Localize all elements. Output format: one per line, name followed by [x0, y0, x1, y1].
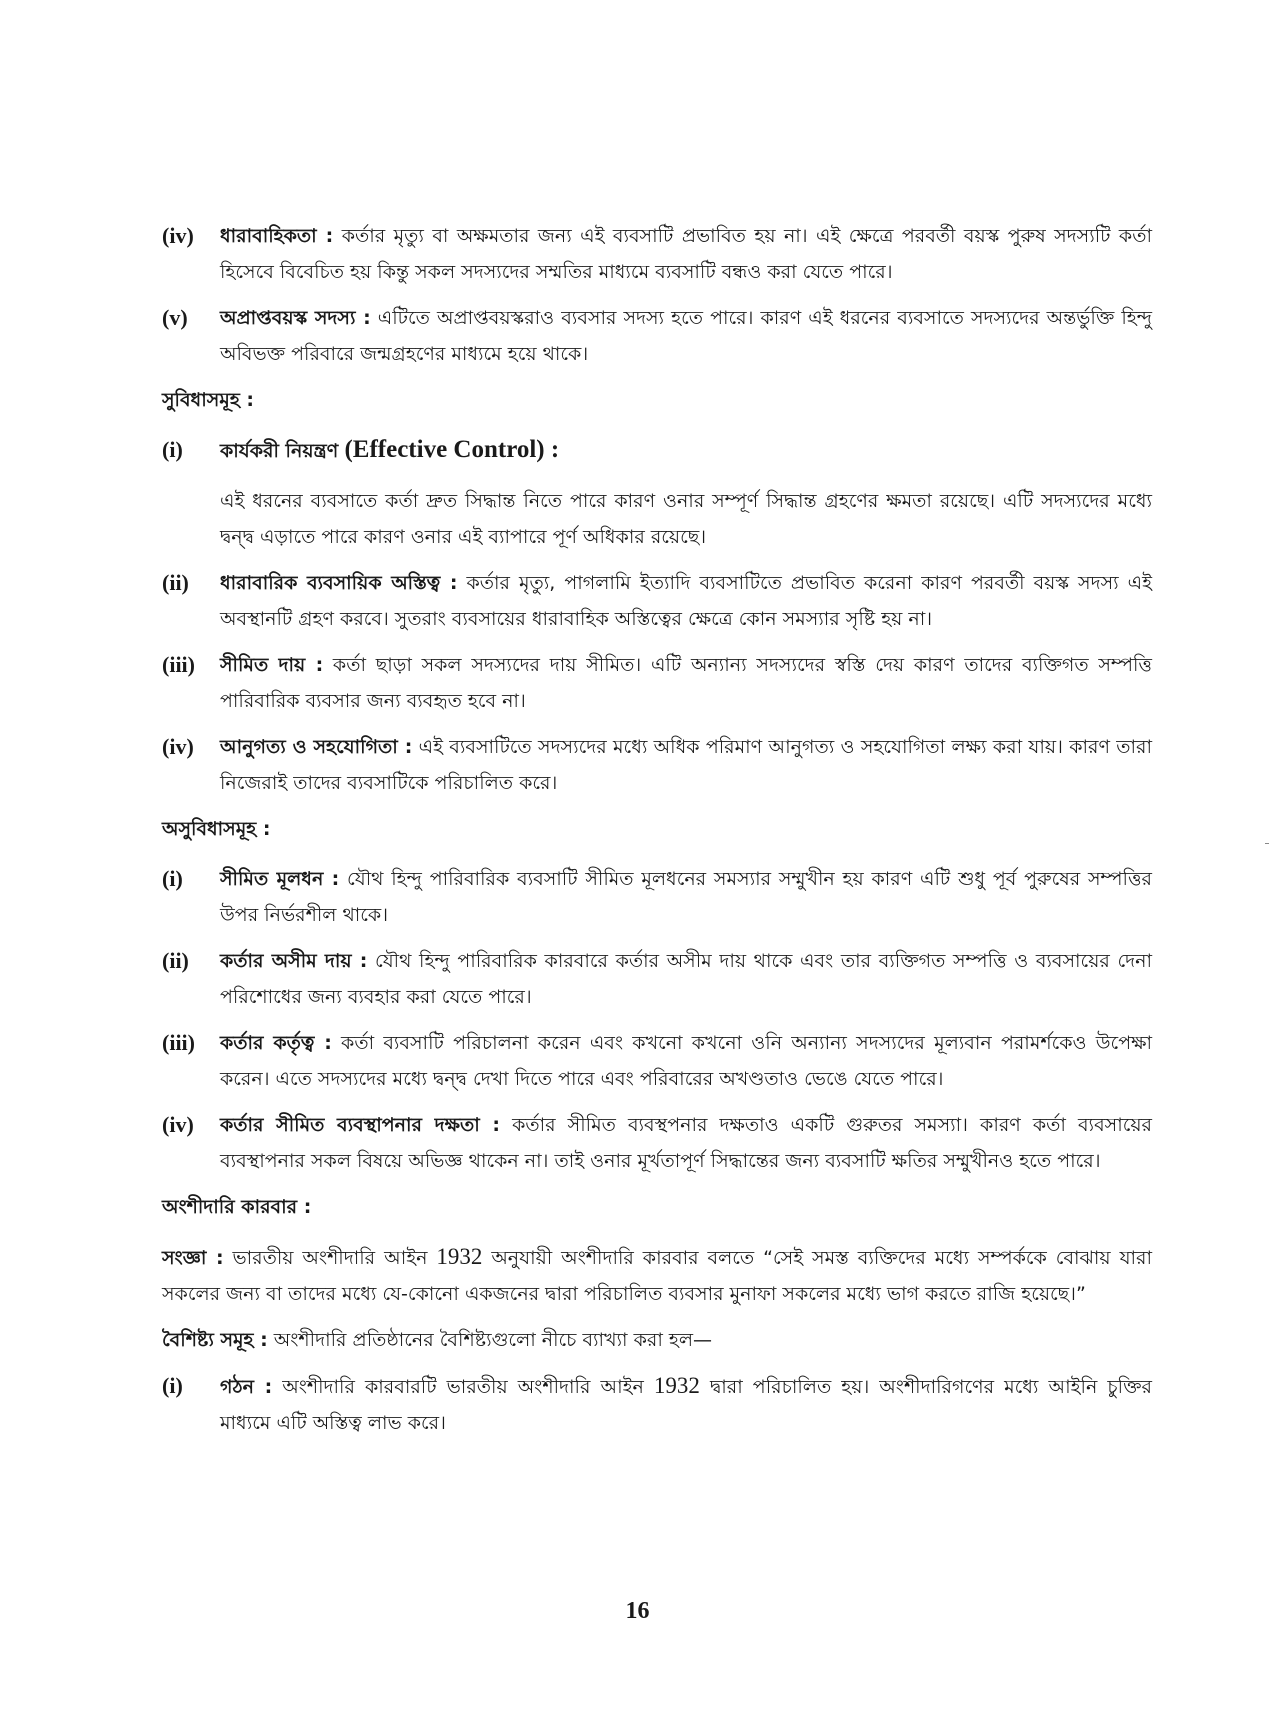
item-text: কর্তা ছাড়া সকল সদস্যদের দায় সীমিত। এটি অন্যান্য সদস্যদের স্বস্তি দেয় কারণ তাদের ব্যক্তিগত সম্পত্তি পারিবারিক ব্যবসার জন্য ব্যবহৃত হবে না। — [220, 654, 1152, 712]
features-term: বৈশিষ্ট্য সমূহ : — [162, 1329, 268, 1351]
item-body — [220, 943, 1152, 1015]
item-number: (i) — [162, 866, 183, 891]
list-item — [162, 1107, 1152, 1179]
item-description: এই ধরনের ব্যবসাতে কর্তা দ্রুত সিদ্ধান্ত নিতে পারে কারণ ওনার সম্পূর্ণ সিদ্ধান্ত গ্রহণের ক্ষমতা রয়েছে। এটি সদস্যদের মধ্যে দ্বন্দ্ব এড়াতে পারে কারণ ওনার এই ব্যাপারে পূর্ণ অধিকার রয়েছে। — [220, 490, 1152, 548]
disadvantages-heading: অসুবিধাসমূহ : — [162, 818, 271, 840]
list-item — [162, 1368, 1152, 1441]
act-year: 1932 — [436, 1244, 483, 1269]
item-term: আনুগত্য ও সহযোগিতা : — [220, 736, 413, 758]
list-item — [162, 647, 1152, 719]
list-item — [162, 943, 1152, 1015]
item-term: কর্তার অসীম দায় : — [220, 950, 368, 972]
item-number: (ii) — [162, 948, 189, 973]
definition-text: অনুযায়ী অংশীদারি কারবার বলতে “সেই সমস্ত ব্যক্তিদের মধ্যে সম্পর্ককে বোঝায় যারা সকলের জন্য বা তাদের মধ্যে যে-কোনো একজনের দ্বারা পরিচালিত ব্যবসার মুনাফা সকলের মধ্যে ভাগ করতে রাজি হয়েছে।” — [162, 1247, 1152, 1305]
definition-paragraph — [162, 1239, 1152, 1312]
item-term: ধারাবাহিকতা : — [220, 225, 334, 247]
list-item — [162, 1025, 1152, 1097]
item-body — [220, 1107, 1152, 1179]
definition-term: সংজ্ঞা : — [162, 1247, 224, 1269]
item-number: (iii) — [162, 1030, 195, 1055]
advantages-heading: সুবিধাসমূহ : — [162, 389, 255, 411]
item-term: কর্তার কর্তৃত্ব : — [220, 1032, 332, 1054]
item-term: গঠন : — [220, 1376, 273, 1398]
item-text: দ্বারা পরিচালিত হয়। অংশীদারিগণের মধ্যে আইনি চুক্তির মাধ্যমে এটি অস্তিত্ব লাভ করে। — [220, 1376, 1152, 1434]
item-term: অপ্রাপ্তবয়স্ক সদস্য : — [220, 307, 371, 329]
item-term: কর্তার সীমিত ব্যবস্থাপনার দক্ষতা : — [220, 1114, 501, 1136]
item-text: কর্তার মৃত্যু, পাগলামি ইত্যাদি ব্যবসাটিতে প্রভাবিত করেনা কারণ পরবর্তী বয়স্ক সদস্য এই অবস্থানটি গ্রহণ করবে। সুতরাং ব্যবসায়ের ধারাবাহিক অস্তিত্বের ক্ষেত্রে কোন সমস্যার সৃষ্টি হয় না। — [220, 572, 1152, 630]
item-text: এই ব্যবসাটিতে সদস্যদের মধ্যে অধিক পরিমাণ আনুগত্য ও সহযোগিতা লক্ষ্য করা যায়। কারণ তারা নিজেরাই তাদের ব্যবসাটিকে পরিচালিত করে। — [220, 736, 1152, 794]
item-text: কর্তার সীমিত ব্যবস্থপনার দক্ষতাও একটি গুরুতর সমস্যা। কারণ কর্তা ব্যবসায়ের ব্যবস্থাপনার সকল বিষয়ে অভিজ্ঞ থাকেন না। তাই ওনার মূর্খতাপূর্ণ সিদ্ধান্তের জন্য ব্যবসাটি ক্ষতির সম্মুখীনও হতে পারে। — [220, 1114, 1152, 1172]
item-text: কর্তা ব্যবসাটি পরিচালনা করেন এবং কখনো কখনো ওনি অন্যান্য সদস্যদের মূল্যবান পরামর্শকেও উপেক্ষা করেন। এতে সদস্যদের মধ্যে দ্বন্দ্ব দেখা দিতে পারে এবং পরিবারের অখণ্ডতাও ভেঙে যেতে পারে। — [220, 1032, 1152, 1090]
item-term: ধারাবারিক ব্যবসায়িক অস্তিত্ব : — [220, 572, 458, 594]
item-body — [220, 647, 1152, 719]
margin-mark — [1265, 843, 1269, 844]
item-text: কর্তার মৃত্যু বা অক্ষমতার জন্য এই ব্যবসাটি প্রভাবিত হয় না। এই ক্ষেত্রে পরবর্তী বয়স্ক পুরুষ সদস্যটি কর্তা হিসেবে বিবেচিত হয় কিন্তু সকল সদস্যদের সম্মতির মাধ্যমে ব্যবসাটি বন্ধও করা যেতে পারে। — [220, 225, 1152, 283]
item-number: (iv) — [162, 1112, 194, 1137]
features-text: অংশীদারি প্রতিষ্ঠানের বৈশিষ্ট্যগুলো নীচে ব্যাখ্যা করা হল— — [267, 1329, 713, 1351]
page-number: 16 — [625, 1598, 650, 1624]
item-term: কার্যকরী নিয়ন্ত্রণ — [220, 440, 339, 462]
partnership-heading: অংশীদারি কারবার : — [162, 1196, 312, 1218]
item-number: (iv) — [162, 223, 194, 248]
item-number: (iii) — [162, 652, 195, 677]
item-text: যৌথ হিন্দু পারিবারিক কারবারে কর্তার অসীম দায় থাকে এবং তার ব্যক্তিগত সম্পত্তি ও ব্যবসায়ের দেনা পরিশোধের জন্য ব্যবহার করা যেতে পারে। — [220, 950, 1153, 1008]
page-content — [162, 218, 1152, 1451]
list-item — [162, 300, 1152, 372]
item-number: (v) — [162, 305, 188, 330]
list-item — [162, 861, 1152, 933]
item-body — [220, 565, 1152, 637]
item-number: (i) — [162, 1373, 183, 1398]
item-number: (iv) — [162, 734, 194, 759]
item-body — [220, 729, 1152, 801]
item-body — [220, 218, 1152, 290]
item-text: এটিতে অপ্রাপ্তবয়স্করাও ব্যবসার সদস্য হতে পারে। কারণ এই ধরনের ব্যবসাতে সদস্যদের অন্তর্ভুক্তি হিন্দু অবিভক্ত পরিবারে জন্মগ্রহণের মাধ্যমে হয়ে থাকে। — [220, 307, 1153, 365]
list-item — [162, 218, 1152, 290]
item-number: (ii) — [162, 570, 189, 595]
item-term: সীমিত মূলধন : — [220, 868, 340, 890]
item-body — [220, 1368, 1152, 1441]
item-term: সীমিত দায় : — [220, 654, 324, 676]
features-paragraph — [162, 1322, 1152, 1358]
item-term-english: (Effective Control) : — [338, 436, 560, 463]
item-body — [220, 432, 1152, 469]
definition-text: ভারতীয় অংশীদারি আইন — [223, 1247, 437, 1269]
list-item — [162, 432, 1152, 469]
list-item — [162, 729, 1152, 801]
item-body — [220, 1025, 1152, 1097]
item-number: (i) — [162, 437, 183, 462]
item-text: অংশীদারি কারবারটি ভারতীয় অংশীদারি আইন — [272, 1376, 654, 1398]
list-item — [162, 565, 1152, 637]
item-text: যৌথ হিন্দু পারিবারিক ব্যবসাটি সীমিত মূলধনের সমস্যার সম্মুখীন হয় কারণ এটি শুধু পূর্ব পুরুষের সম্পত্তির উপর নির্ভরশীল থাকে। — [220, 868, 1152, 926]
item-body — [220, 300, 1152, 372]
item-body — [220, 861, 1152, 933]
act-year: 1932 — [653, 1373, 700, 1398]
